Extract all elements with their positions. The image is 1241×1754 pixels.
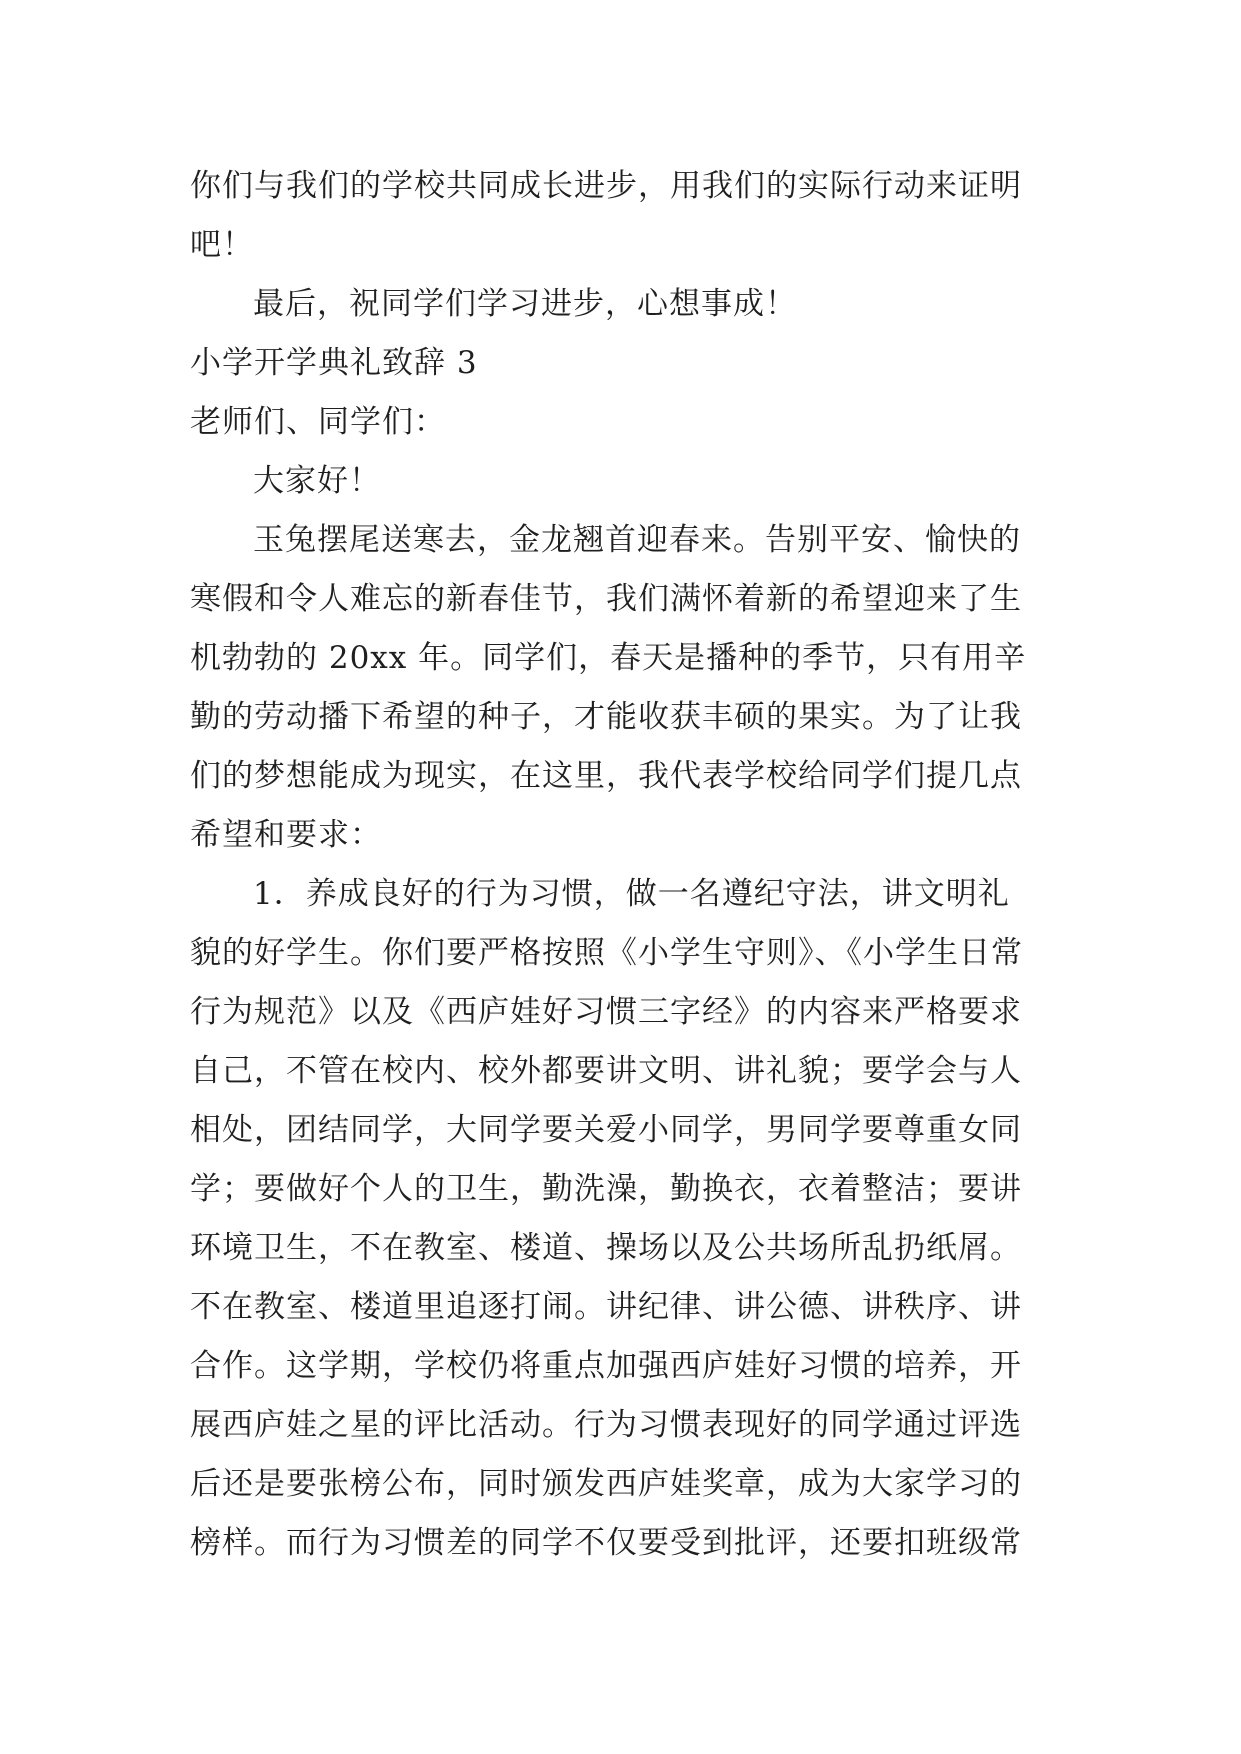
greeting: 大家好！ [253, 463, 381, 499]
body-text-line: 相处，团结同学，大同学要关爱小同学，男同学要尊重女同 [190, 1112, 1022, 1148]
salutation: 老师们、同学们： [190, 404, 446, 440]
body-text-line: 自己，不管在校内、校外都要讲文明、讲礼貌；要学会与人 [190, 1053, 1022, 1089]
body-text-line: 勤的劳动播下希望的种子，才能收获丰硕的果实。为了让我 [190, 699, 1022, 735]
body-text-line: 吧！ [190, 227, 254, 263]
body-text-line: 展西庐娃之星的评比活动。行为习惯表现好的同学通过评选 [190, 1407, 1022, 1443]
body-text-line: 后还是要张榜公布，同时颁发西庐娃奖章，成为大家学习的 [190, 1466, 1022, 1502]
body-text-line: 们的梦想能成为现实，在这里，我代表学校给同学们提几点 [190, 758, 1022, 794]
section-title: 小学开学典礼致辞 3 [190, 345, 478, 381]
closing-wish: 最后，祝同学们学习进步，心想事成！ [253, 286, 797, 322]
body-text-line: 榜样。而行为习惯差的同学不仅要受到批评，还要扣班级常 [190, 1525, 1022, 1561]
body-text-line: 行为规范》以及《西庐娃好习惯三字经》的内容来严格要求 [190, 994, 1022, 1030]
body-text-line: 貌的好学生。你们要严格按照《小学生守则》、《小学生日常 [190, 935, 1023, 971]
body-text-line: 环境卫生，不在教室、楼道、操场以及公共场所乱扔纸屑。 [190, 1230, 1022, 1266]
body-text-line: 不在教室、楼道里追逐打闹。讲纪律、讲公德、讲秩序、讲 [190, 1289, 1022, 1325]
paragraph-start: 玉兔摆尾送寒去，金龙翘首迎春来。告别平安、愉快的 [253, 522, 1021, 558]
body-text-line: 合作。这学期，学校仍将重点加强西庐娃好习惯的培养，开 [190, 1348, 1022, 1384]
body-text-line: 希望和要求： [190, 817, 382, 853]
body-text-line: 机勃勃的 20xx 年。同学们，春天是播种的季节，只有用辛 [190, 640, 1027, 676]
numbered-item-start: 1．养成良好的行为习惯，做一名遵纪守法，讲文明礼 [253, 876, 1010, 912]
body-text-line: 寒假和令人难忘的新春佳节，我们满怀着新的希望迎来了生 [190, 581, 1022, 617]
body-text-line: 学；要做好个人的卫生，勤洗澡，勤换衣，衣着整洁；要讲 [190, 1171, 1022, 1207]
body-text-line: 你们与我们的学校共同成长进步，用我们的实际行动来证明 [190, 168, 1022, 204]
